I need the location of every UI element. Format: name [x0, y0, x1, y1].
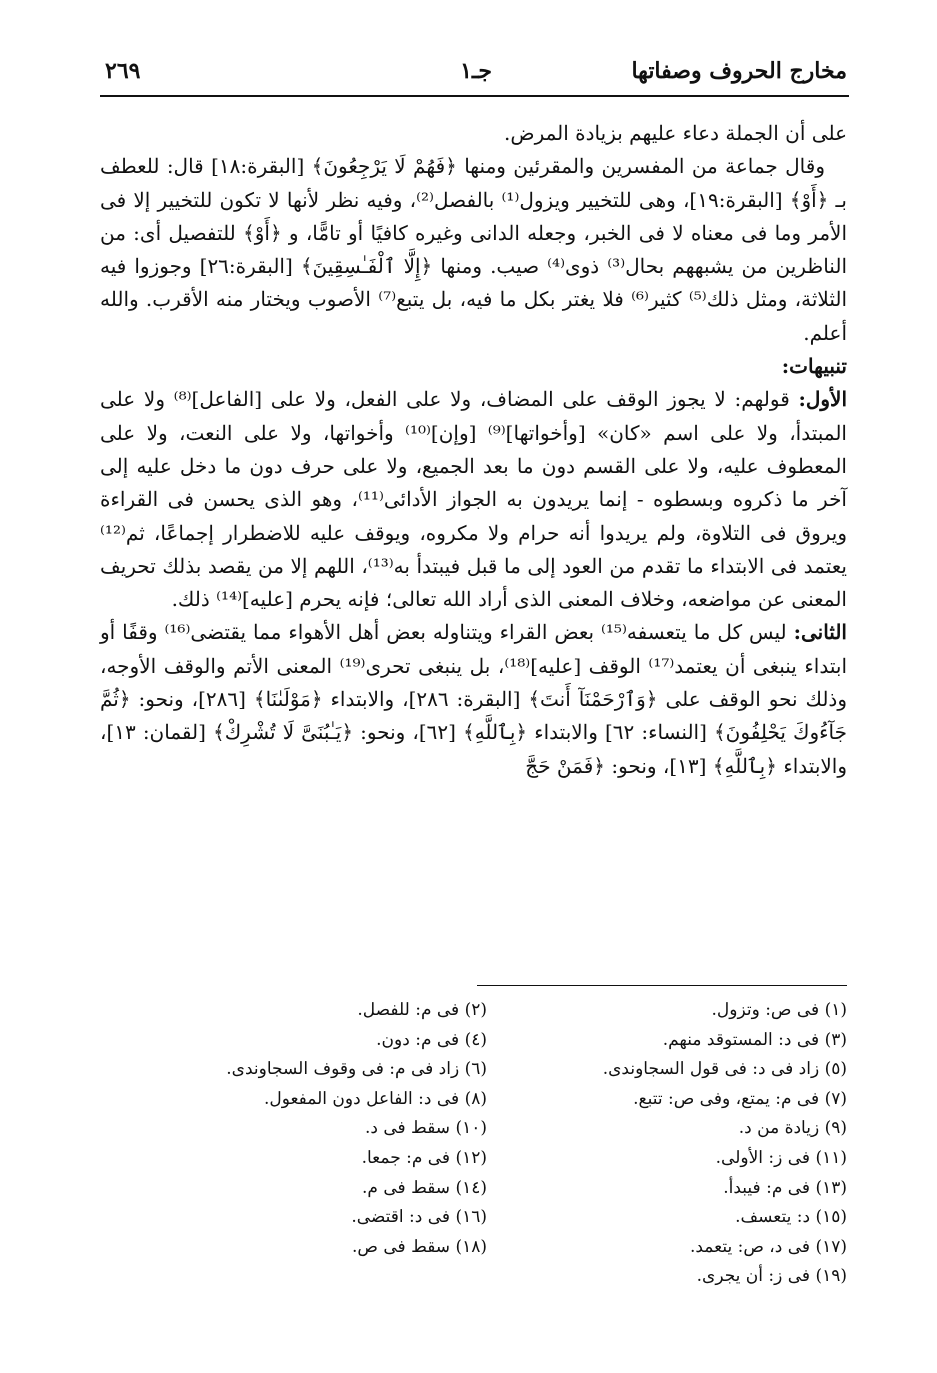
- note-first-text: قولهم: لا يجوز الوقف على المضاف، ولا على الفعل، ولا على [الفاعل]⁽⁸⁾ ولا على المبتدأ، ولا على اسم «كان» [وأخواتها]⁽⁹⁾ [وإن]⁽¹⁰⁾ وأخواتها، ولا على النعت، ولا على المعطوف عليه، ولا على القسم دون ما بعد الجميع، ولا على حرف دون ما دخل عليه إلى آخر ما ذكروه وبسطوه - إنما يريدون به الجواز الأدائى⁽¹¹⁾، وهو الذى يحسن فى القراءة ويروق فى التلاوة، ولم يريدوا أنه حرام ولا مكروه، ويوقف عليه للاضطرار إجماعًا، ثم⁽¹²⁾ يعتمد فى الابتداء ما تقدم من العود إلى ما قبل فيبتدأ به⁽¹³⁾، اللهم إلا من يقصد بذلك تحريف المعنى عن مواضعه، وخلاف المعنى الذى أراد الله تعالى؛ فإنه يحرم [عليه]⁽¹⁴⁾ ذلك.: [100, 387, 847, 612]
- paragraph-2: وقال جماعة من المفسرين والمقرئين ومنها ﴿فَهُمْ لَا يَرْجِعُونَ﴾ [البقرة:١٨] قال: للعطف بـ ﴿أَوْ﴾ [البقرة:١٩]، وهى للتخيير ويزول⁽¹⁾ بالفصل⁽²⁾، وفيه نظر لأنها لا تكون للتخيير إلا فى الأمر وما فى معناه لا فى الخبر، وجعله الدانى وغيره كافيًا أو تامًّا، و ﴿أَوْ﴾ للتفصيل أى: من الناظرين من يشبههم بحال⁽³⁾ ذوى⁽⁴⁾ صيب. ومنها ﴿إِلَّا ٱلْفَـٰسِقِينَ﴾ [البقرة:٢٦] وجوزوا فيه الثلاثة، ومثل ذلك⁽⁵⁾ كثير⁽⁶⁾ فلا يغتر بكل ما فيه، بل يتبع⁽⁷⁾ الأصوب ويختار منه الأقرب. والله أعلم.: [100, 154, 848, 345]
- footnote-item: (٦) زاد فى م: فى وقوف السجاوندى.: [226, 1059, 487, 1080]
- footnote-item: (٣) فى د: المستوقد منهم.: [662, 1029, 847, 1050]
- footnote-item: (١٦) فى د: اقتضى.: [351, 1207, 487, 1228]
- note-first-label: الأول:: [798, 387, 848, 412]
- footnote-item: (٢) فى م: للفصل.: [357, 1000, 487, 1020]
- footnote-item: (١٠) سقط فى د.: [364, 1118, 487, 1139]
- footnote-item: (١٢) فى م: جمعا.: [361, 1147, 487, 1168]
- footnote-item: (١٤) سقط فى م.: [362, 1177, 487, 1198]
- footnotes-left-column: [107, 996, 487, 1262]
- footnote-item: (١٧) فى د، ص: يتعمد.: [689, 1236, 847, 1257]
- paragraph-1: على أن الجملة دعاء عليهم بزيادة المرض.: [504, 121, 847, 145]
- section-heading: تنبيهات:: [781, 354, 847, 379]
- footnote-item: (١) فى ص: وتزول.: [711, 1000, 847, 1020]
- footnote-item: (١٥) د: يتعسف.: [735, 1207, 847, 1228]
- footnote-item: (٨) فى د: الفاعل دون المفعول.: [263, 1088, 487, 1109]
- note-first: [100, 383, 847, 616]
- footnote-item: (١٣) فى م: فيبدأ.: [723, 1177, 847, 1198]
- footnote-item: (١١) فى ز: الأولى.: [715, 1147, 847, 1168]
- footnote-item: (١٨) سقط فى ص.: [352, 1236, 487, 1257]
- page-number: ٢٦٩: [105, 58, 141, 84]
- footnotes-right-column: [467, 996, 847, 1292]
- chapter-title: مخارج الحروف وصفاتها: [631, 58, 847, 84]
- note-second: [100, 616, 847, 782]
- running-header: [105, 58, 847, 92]
- footnote-item: (٥) زاد فى د: فى قول السجاوندى.: [602, 1059, 847, 1080]
- main-text: [100, 117, 847, 783]
- note-second-label: الثانى:: [793, 620, 847, 645]
- header-rule: [100, 95, 849, 97]
- note-second-text: ليس كل ما يتعسفه⁽¹⁵⁾ بعض القراء ويتناوله بعض أهل الأهواء مما يقتضى⁽¹⁶⁾ وقفًا أو ابتداء ينبغى أن يعتمد⁽¹⁷⁾ الوقف [عليه]⁽¹⁸⁾، بل ينبغى تحرى⁽¹⁹⁾ المعنى الأتم والوقف الأوجه، وذلك نحو الوقف على ﴿وَٱرْحَمْنَآ أَنتَ﴾ [البقرة: ٢٨٦]، والابتداء ﴿مَوْلَىٰنَا﴾ [٢٨٦]، ونحو: ﴿ثُمَّ جَآءُوكَ يَحْلِفُونَ﴾ [النساء: ٦٢] والابتداء ﴿بِٱللَّهِ﴾ [٦٢]، ونحو: ﴿يَـٰبُنَىَّ لَا تُشْرِكْ﴾ [لقمان: ١٣]، والابتداء ﴿بِٱللَّهِ﴾ [١٣]، ونحو: ﴿فَمَنْ حَجَّ: [100, 620, 848, 778]
- footnote-item: (٤) فى م: دون.: [376, 1029, 487, 1050]
- volume-label: جـ١: [460, 58, 492, 84]
- footnote-item: (٩) زيادة من د.: [738, 1118, 847, 1139]
- footnote-item: (١٩) فى ز: أن يجرى.: [696, 1266, 847, 1287]
- footnote-rule: [477, 985, 847, 986]
- footnote-item: (٧) فى م: يمتع، وفى ص: تتبع.: [633, 1088, 847, 1109]
